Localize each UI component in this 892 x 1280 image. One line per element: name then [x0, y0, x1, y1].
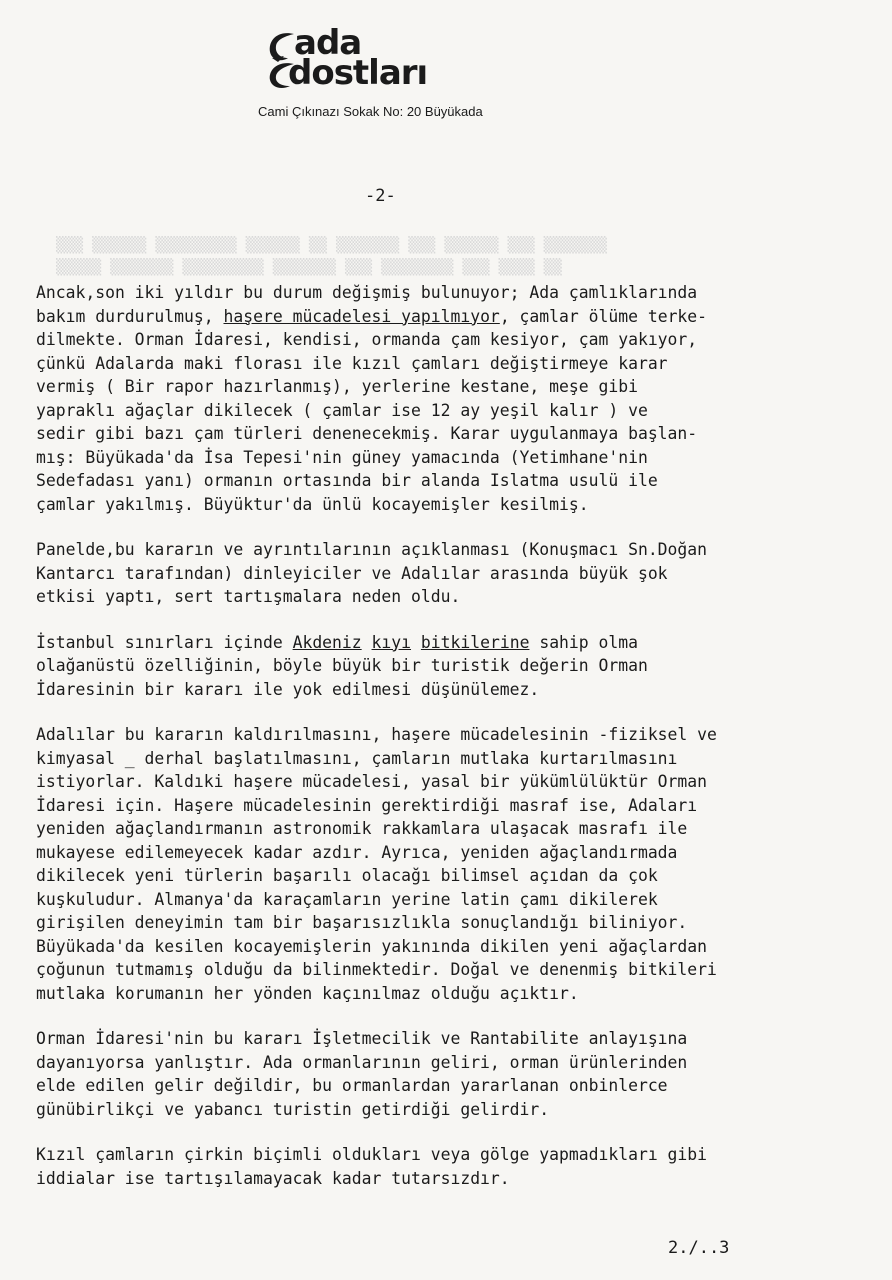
text-segment: çünkü Adalarda maki florası ile kızıl çamları değiştirmeye karar: [36, 353, 668, 373]
letterhead-address: Cami Çıkınazı Sokak No: 20 Büyükada: [258, 104, 483, 119]
text-segment: çamlar yakılmış. Büyüktur'da ünlü kocayemişler kesilmiş.: [36, 494, 589, 514]
text-line: [36, 585, 886, 609]
paragraph: [36, 1027, 886, 1121]
text-line: [36, 888, 886, 912]
text-segment: yeniden ağaçlandırmanın astronomik rakkamlara ulaşacak masrafı ile: [36, 819, 688, 838]
text-segment: Sedefadası yanı) ormanın ortasında bir alanda Islatma usulü ile: [36, 471, 658, 490]
text-line: [36, 678, 886, 702]
text-line: [36, 935, 886, 959]
bleed-through-line: ▒▒▒▒▒ ▒▒▒▒▒▒▒ ▒▒▒▒▒▒▒▒▒ ▒▒▒▒▒▒▒ ▒▒▒ ▒▒▒▒▒▒▒▒ ▒▒▒ ▒▒▒▒ ▒▒: [56, 258, 562, 276]
text-segment: Büyükada'da kesilen kocayemişlerin yakınında dikilen yeni ağaçlardan: [36, 936, 708, 956]
text-segment: kuşkuludur. Almanya'da karaçamların yerine latin çamı dikilerek: [36, 889, 658, 909]
text-segment: dilmekte. Orman İdaresi, kendisi, ormanda çam kesiyor, çam yakıyor,: [36, 330, 698, 349]
underlined-phrase: kıyı: [371, 632, 412, 652]
bleed-through-line: ▒▒▒ ▒▒▒▒▒▒ ▒▒▒▒▒▒▒▒▒ ▒▒▒▒▒▒ ▒▒ ▒▒▒▒▒▒▒ ▒▒▒ ▒▒▒▒▒▒ ▒▒▒ ▒▒▒▒▒▒▒: [56, 236, 607, 254]
paragraph: [36, 723, 886, 1005]
text-line: [36, 654, 886, 678]
text-line: [36, 375, 886, 399]
text-segment: Orman İdaresi'nin bu kararı İşletmecilik ve Rantabilite anlayışına: [36, 1029, 688, 1048]
text-segment: etkisi yaptı, sert tartışmalara neden oldu.: [36, 587, 461, 606]
paragraph: [36, 538, 886, 609]
text-line: [36, 446, 886, 470]
text-line: [36, 469, 886, 493]
text-line: [36, 631, 886, 655]
text-segment: Kızıl çamların çirkin biçimli oldukları veya gölge yapmadıkları gibi: [36, 1145, 708, 1164]
text-segment: dikilecek yeni türlerin başarılı olacağı bilimsel açıdan da çok: [36, 866, 658, 885]
text-segment: mukayese edilemeyecek kadar azdır. Ayrıca, yeniden ağaçlandırmada: [36, 842, 678, 862]
continuation-marker: 2./..3: [668, 1238, 730, 1258]
text-line: [36, 328, 886, 352]
text-segment: girişilen deneyimin tam bir başarısızlıkla sonuçlandığı biliniyor.: [36, 913, 688, 932]
text-segment: mutlaka korumanın her yönden kaçınılmaz olduğu açıktır.: [36, 983, 579, 1003]
text-segment: İdaresi için. Haşere mücadelesinin gerektirdiği masraf ise, Adaları: [36, 795, 698, 815]
text-line: [36, 864, 886, 888]
text-segment: kimyasal _ derhal başlatılmasını, çamların mutlaka kurtarılmasını: [36, 748, 678, 768]
text-line: [36, 817, 886, 841]
text-segment: sahip olma: [529, 632, 639, 652]
underlined-phrase: Akdeniz: [292, 632, 362, 652]
text-segment: mış: Büyükada'da İsa Tepesi'nin güney yamacında (Yetimhane'nin: [36, 447, 648, 467]
paragraph: [36, 281, 886, 516]
underlined-phrase: haşere mücadelesi yapılmıyor: [223, 306, 500, 326]
text-line: [36, 399, 886, 423]
paragraph: [36, 631, 886, 702]
text-line: [36, 493, 886, 517]
text-line: [36, 794, 886, 818]
text-segment: [362, 633, 372, 652]
paragraph: [36, 1143, 886, 1190]
text-segment: olağanüstü özelliğinin, böyle büyük bir turistik değerin Orman: [36, 656, 648, 675]
text-segment: dayanıyorsa yanlıştır. Ada ormanlarının geliri, orman ürünlerinden: [36, 1052, 688, 1072]
text-line: [36, 1027, 886, 1051]
page-number: -2-: [365, 186, 396, 206]
text-segment: istiyorlar. Kaldıki haşere mücadelesi, yasal bir yükümlülüktür Orman: [36, 772, 708, 791]
text-segment: Panelde,bu kararın ve ayrıntılarının açıklanması (Konuşmacı Sn.Doğan: [36, 540, 708, 559]
text-line: [36, 352, 886, 376]
text-segment: iddialar ise tartışılamayacak kadar tutarsızdır.: [36, 1168, 510, 1188]
text-line: [36, 982, 886, 1006]
text-line: [36, 723, 886, 747]
logo-word-ada: ada: [294, 23, 362, 63]
text-segment: [411, 633, 421, 652]
text-segment: Adalılar bu kararın kaldırılmasını, haşere mücadelesinin -fiziksel ve: [36, 725, 717, 744]
text-segment: sedir gibi bazı çam türleri denenecekmiş. Karar uygulanmaya başlan-: [36, 424, 698, 443]
text-line: [36, 1098, 886, 1122]
text-segment: elde edilen gelir değildir, bu ormanlardan yararlanan onbinlerce: [36, 1076, 668, 1095]
text-line: [36, 911, 886, 935]
underlined-phrase: bitkilerine: [420, 632, 530, 652]
text-segment: yapraklı ağaçlar dikilecek ( çamlar ise 12 ay yeşil kalır ) ve: [36, 400, 648, 420]
letter-body: [36, 281, 886, 1212]
text-line: [36, 841, 886, 865]
text-line: [36, 1167, 886, 1191]
text-line: [36, 305, 886, 329]
text-line: [36, 958, 886, 982]
text-segment: vermiş ( Bir rapor hazırlanmış), yerlerine kestane, meşe gibi: [36, 377, 638, 396]
text-segment: İdaresinin bir kararı ile yok edilmesi düşünülemez.: [36, 679, 540, 699]
text-line: [36, 1074, 886, 1098]
text-line: [36, 770, 886, 794]
text-segment: çoğunun tutmamış olduğu da bilinmektedir. Doğal ve denenmiş bitkileri: [36, 960, 717, 979]
ada-dostlari-logo: [258, 23, 428, 96]
text-line: [36, 562, 886, 586]
text-segment: bakım durdurulmuş,: [36, 306, 224, 326]
text-line: [36, 1143, 886, 1167]
text-line: [36, 538, 886, 562]
text-segment: Ancak,son iki yıldır bu durum değişmiş bulunuyor; Ada çamlıklarında: [36, 283, 698, 302]
logo-word-dostlari: dostları: [288, 53, 428, 93]
text-line: [36, 422, 886, 446]
text-line: [36, 747, 886, 771]
text-segment: günübirlikçi ve yabancı turistin getirdiği gelirdir.: [36, 1099, 550, 1119]
text-segment: , çamlar ölüme terke-: [499, 306, 708, 326]
text-segment: İstanbul sınırları içinde: [36, 632, 293, 652]
text-segment: Kantarcı tarafından) dinleyiciler ve Adalılar arasında büyük şok: [36, 563, 668, 583]
text-line: [36, 281, 886, 305]
text-line: [36, 1051, 886, 1075]
